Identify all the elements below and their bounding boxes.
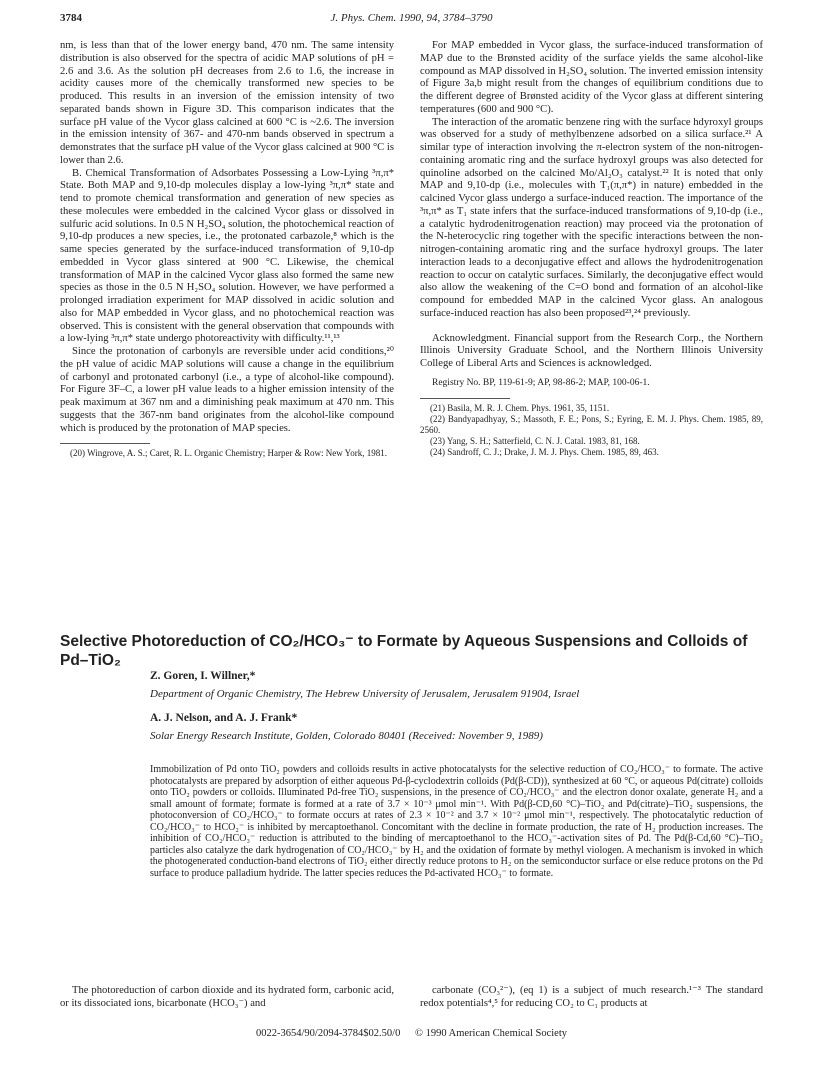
affiliation: Department of Organic Chemistry, The Hebrew University of Jerusalem, Jerusalem 91904, Israel	[150, 688, 580, 700]
paragraph: For MAP embedded in Vycor glass, the surface-induced transformation of MAP due to the Brønsted acidity of the surface yields the same alcohol-like compound as MAP dissolved in H₂SO₄ solution. The inverted emission intensity of Figure 3a,b might result from the changes of equilibrium conditions due to the different degree of Brønsted acidity of the Vycor glass at different sintering temperatures (600 and 900 °C).	[420, 40, 763, 115]
footnote: (22) Bandyapadhyay, S.; Massoth, F. E.; Pons, S.; Eyring, E. M. J. Phys. Chem. 1985, 89, 2560.	[420, 413, 763, 435]
page-number: 3784	[60, 12, 82, 24]
footnotes	[60, 448, 394, 459]
running-header	[60, 12, 763, 30]
article-title: Selective Photoreduction of CO₂/HCO₃⁻ to Formate by Aqueous Suspensions and Colloids of Pd–TiO₂	[60, 633, 748, 670]
affiliation: Solar Energy Research Institute, Golden, Colorado 80401 (Received: November 9, 1989)	[150, 730, 543, 742]
paragraph: The photoreduction of carbon dioxide and its hydrated form, carbonic acid, or its dissociated ions, bicarbonate (HCO₃⁻) and	[60, 985, 394, 1009]
paragraph: Since the protonation of carbonyls are reversible under acid conditions,²⁰ the pH value of acidic MAP solutions will cause a change in the equilibrium of carbonyl and protonated carbonyl (i.e., a type of alcohol-like compound). For Figure 3F–C, a lower pH value leads to a higher emission intensity of the peak maximum at 367 nm and a diminishing peak maximum at 470 nm. This suggests that the 367-nm band originates from the alcohol-like compound which is produced by the protonation of MAP species.	[60, 346, 394, 434]
author-block-2	[150, 712, 770, 742]
footnote-divider	[420, 398, 510, 399]
author-block-1	[150, 670, 770, 700]
page-footer	[0, 1028, 823, 1039]
intro-left	[60, 985, 394, 1011]
registry-numbers: Registry No. BP, 119-61-9; AP, 98-86-2; MAP, 100-06-1.	[432, 377, 650, 388]
right-column	[420, 40, 763, 458]
intro-right	[420, 985, 763, 1011]
authors: A. J. Nelson, and A. J. Frank*	[150, 712, 298, 724]
acknowledgment: Acknowledgment. Financial support from the Research Corp., the Northern Illinois University Graduate School, and the Northern Illinois University College of Liberal Arts and Sciences is acknowledged.	[420, 332, 763, 369]
authors: Z. Goren, I. Willner,*	[150, 670, 256, 682]
copyright: © 1990 American Chemical Society	[414, 1028, 568, 1039]
footnote: (21) Basila, M. R. J. Chem. Phys. 1961, 35, 1151.	[430, 402, 610, 413]
footnote-divider	[60, 443, 150, 444]
paragraph: B. Chemical Transformation of Adsorbates Possessing a Low-Lying ³π,π* State. Both MAP and 9,10-dp molecules display a low-lying ³π,π* state and tend to promote chemical transformation and generation of new species as these molecules were embedded in the calcined Vycor glass or dissolved in sulfuric acid solutions. In 0.5 N H₂SO₄ solution, the photochemical reaction of 9,10-dp produces a new species, i.e., the protonated carbazole,⁸ which is the same species generated by the surface-induced transformation of 9,10-dp embedded in Vycor glass sintered at 900 °C. Likewise, the chemical transformation of MAP in the calcined Vycor glass also formed the same new species as those in the 0.5 N H₂SO₄ solution. However, we have performed a prolonged irradiation experiment for MAP dissolved in acidic solution and also for MAP embedded in Vycor glass, and no photochemical reaction was observed. This is consistent with the general observation that compounds with a low-lying ³π,π* state undergo photoreactivity with difficulty.¹¹,¹³	[60, 167, 394, 345]
paragraph: The interaction of the aromatic benzene ring with the surface hdyroxyl groups was observed for a study of methylbenzene adsorbed on a silica surface.²¹ A similar type of interaction involving the π-electron system of the non-nitrogen-containing aromatic ring and the surface hydroxyl groups was also detected for quinoline adsorbed on the calcined Mo/Al₂O₃ catalyst.²² It is noted that only MAP and 9,10-dp (i.e., molecules with T₁(π,π*) in nature) embedded in the calcined Vycor glass undergo a surface-induced reaction. The importance of the ³π,π* as T₁ state infers that the surface-induced transformations of 9,10-dp (i.e., a catalytic hydrodenitrogenation reaction) may proceed via the protonation of the N-heterocyclic ring together with the specific interactions between the non-nitrogen-containing aromatic ring and the surface hydroxyl groups. The later interaction leads to a deconjugative effect and allows the hydrodenitrogenation reaction to occur on catalytic surfaces. Similarly, the deconjugative effect would also allow the weakening of the C=O bond and formation of an alcohol-like compound for embedded MAP in the calcined Vycor glass. An analogous surface-induced reaction has also been proposed²³,²⁴ previously.	[420, 116, 763, 319]
paragraph: nm, is less than that of the lower energy band, 470 nm. The same intensity distribution is also observed for the spectra of acidic MAP solutions of pH = 2.6 and 3.6. As the solution pH decreases from 2.6 to 1.6, the increase in acidity causes more of the chemically transformed new species to be produced. This results in an inversion of the emission intensity of two separated bands shown in Figure 3D. This comparison indicates that the surface pH value of the Vycor glass calcined at 600 °C is ~2.6. The inversion in the emission intensity of 367- and 470-nm bands observed in spectrum a demonstrates that the surface pH value of the Vycor glass calcined at 900 °C is lower than 2.6.	[60, 40, 394, 166]
article-code: 0022-3654/90/2094-3784$02.50/0	[255, 1028, 401, 1039]
journal-reference: J. Phys. Chem. 1990, 94, 3784–3790	[330, 12, 493, 24]
footnote: (23) Yang, S. H.; Satterfield, C. N. J. Catal. 1983, 81, 168.	[430, 435, 640, 446]
paragraph: carbonate (CO₃²⁻), (eq 1) is a subject of much research.¹⁻³ The standard redox potentials⁴,⁵ for reducing CO₂ to C₁ products at	[420, 985, 763, 1009]
footnote: (20) Wingrove, A. S.; Caret, R. L. Organic Chemistry; Harper & Row: New York, 1981.	[70, 448, 388, 459]
footnote: (24) Sandroff, C. J.; Drake, J. M. J. Phys. Chem. 1985, 89, 463.	[430, 446, 659, 457]
abstract	[150, 764, 763, 879]
abstract-text: Immobilization of Pd onto TiO₂ powders and colloids results in active photocatalysts for the selective reduction of CO₂/HCO₃⁻ to formate. The active photocatalysts are prepared by adsorption of either aqueous Pd-β-cyclodextrin colloids (Pd(β-CD)), synthesized at 60 °C, or aqueous Pd(citrate) colloids onto TiO₂ powders or colloids. Illuminated Pd-free TiO₂ suspensions, in the presence of CO₂/HCO₃⁻ and the electron donor oxalate, generate H₂ and a small amount of formate; formate is formed at a rate of 3.7 × 10⁻³ μmol min⁻¹. With Pd(β-CD,60 °C)–TiO₂ and Pd(citrate)–TiO₂ suspensions, the photoconversion of CO₂/HCO₃⁻ to formate occurs at rates of 2.3 × 10⁻² and 3.7 × 10⁻² μmol min⁻¹, respectively. The photocatalytic reduction of CO₂/HCO₃⁻ to HCO₂⁻ is inhibited by mercaptoethanol. Concomitant with the decline in formate production, the rate of H₂ production increases. The inhibition of CO₂/HCO₃⁻ reduction is attributed to the binding of mercaptoethanol to the HCO₃⁻-activation sites of Pd. The Pd(β-Cd,60 °C)–TiO₂ particles also catalyze the dark hydrogenation of CO₂/HCO₃⁻ by H₂ and the oxidation of formate by methyl viologen. A mechanism is invoked in which the photogenerated conduction-band electrons of TiO₂ either directly reduce protons to H₂ on the semiconductor surface or else reduce protons on the Pd surface to produce palladium hydride. The latter species reduces the Pd-activated HCO₃⁻ to formate.	[150, 764, 763, 879]
footnotes	[420, 403, 763, 458]
left-column	[60, 40, 394, 459]
